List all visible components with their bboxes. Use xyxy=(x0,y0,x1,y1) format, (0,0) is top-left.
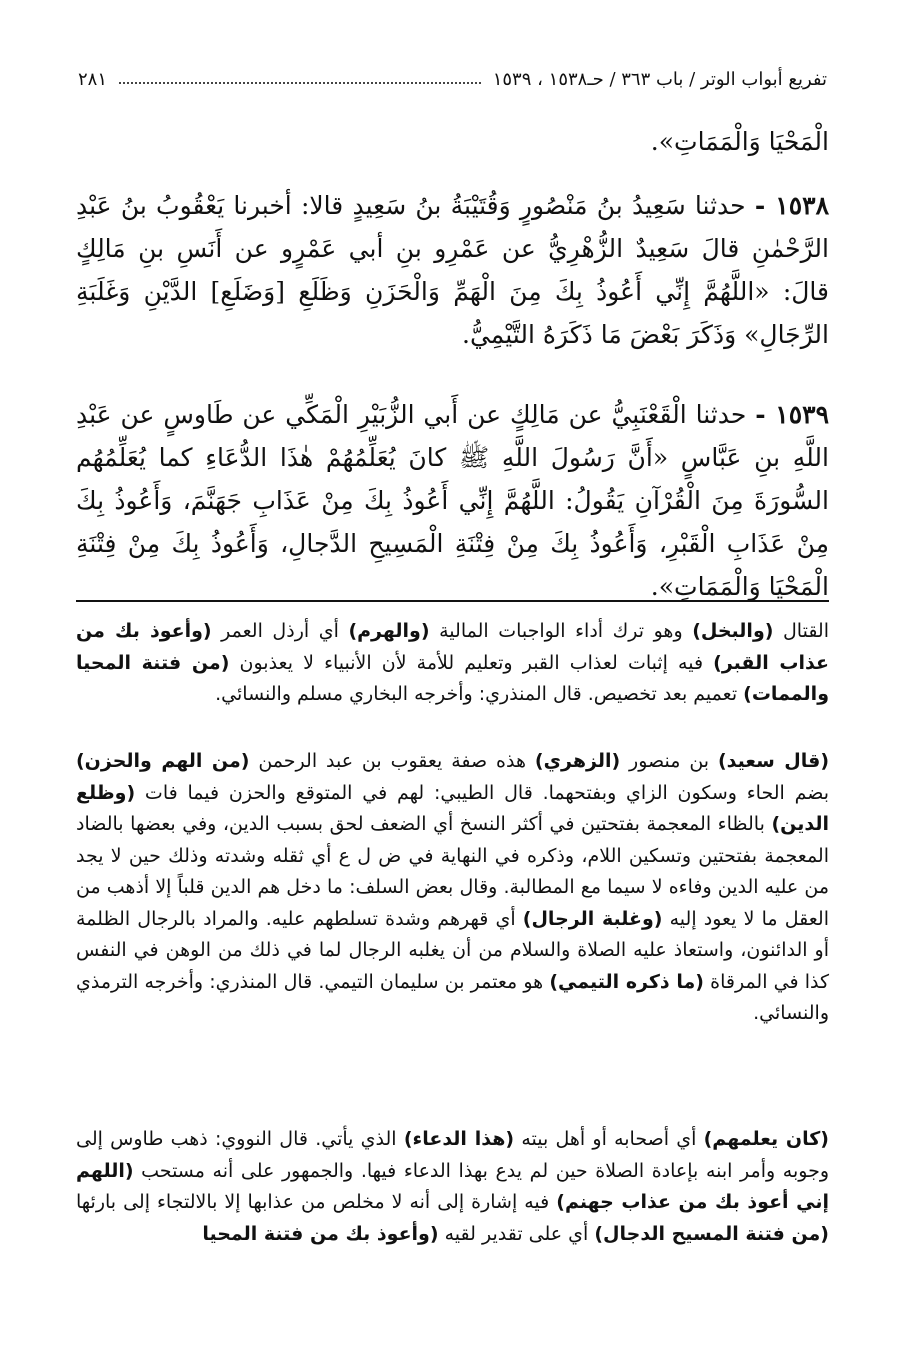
page-number: ٢٨١ xyxy=(78,68,108,90)
commentary-run: الذي يأتي. قال النووي: ذهب طاوس إلى وجوبه وأمر ابنه بإعادة الصلاة حين لم يدع بهذا الدعاء فيها. والجمهور على أنه مستحب xyxy=(76,1128,829,1182)
commentary-run: بضم الحاء وسكون الزاي وبفتحهما. قال الطيبي: لهم في المتوقع والحزن فيما فات xyxy=(135,781,829,804)
commentary-run: هو معتمر بن سليمان التيمي. قال المنذري: وأخرجه الترمذي والنسائي. xyxy=(76,970,829,1024)
hadith-tail-text: الْمَحْيَا وَالْمَمَاتِ». xyxy=(650,127,829,156)
hadith-continuation xyxy=(76,120,829,163)
footnote-divider xyxy=(76,600,829,602)
commentary-paragraph-3 xyxy=(76,1124,829,1250)
commentary-run: بن منصور xyxy=(620,750,718,772)
commentary-text xyxy=(76,616,829,711)
bold-quoted-term: (وأعوذ بك من عذاب القبر) xyxy=(76,620,829,674)
bold-quoted-term: (وغلبة الرجال) xyxy=(522,907,663,930)
commentary-text xyxy=(76,1124,829,1250)
hadith-number: ١٥٣٩ - xyxy=(755,400,829,429)
bold-quoted-term: (من الهم والحزن) xyxy=(76,750,250,772)
commentary-run: القتال xyxy=(773,620,830,642)
commentary-run: أي أرذل العمر xyxy=(211,620,349,642)
commentary-run: أي على تقدير لقيه xyxy=(438,1222,595,1245)
bold-quoted-term: (وظلع الدين) xyxy=(76,781,829,835)
hadith-number: ١٥٣٨ - xyxy=(754,191,829,220)
commentary-text xyxy=(76,746,829,1030)
commentary-run: وهو ترك أداء الواجبات المالية xyxy=(429,620,693,642)
bold-quoted-term: (والبخل) xyxy=(692,620,774,642)
bold-quoted-term: (كان يعلمهم) xyxy=(703,1128,829,1150)
bold-quoted-term: (ما ذكره التيمي) xyxy=(549,970,704,993)
commentary-paragraph-2 xyxy=(76,746,829,1030)
hadith-text: حدثنا سَعِيدُ بنُ مَنْصُورٍ وَقُتَيْبَةُ بنُ سَعِيدٍ قالا: أخبرنا يَعْقُوبُ بنُ عَبْدِ الرَّحْمٰنِ قالَ سَعِيدٌ الزُّهْرِيُّ عن عَمْرِو بنِ أبي عَمْرٍو عن أَنَسِ بنِ مَالِكٍ قالَ: «اللَّهُمَّ إِنِّي أَعُوذُ بِكَ مِنَ الْهَمِّ وَالْحَزَنِ وَظَلَعِ [وَضَلَعِ] الدَّيْنِ وَغَلَبَةِ الرِّجَالِ» وَذَكَرَ بَعْضَ مَا ذَكَرَهُ التَّيْمِيُّ. xyxy=(76,191,829,349)
hadith-1539 xyxy=(76,393,829,608)
commentary-run: أي أصحابه أو أهل بيته xyxy=(514,1128,704,1150)
bold-quoted-term: (قال سعيد) xyxy=(717,750,830,772)
bold-quoted-term: (اللهم إني أعوذ بك من عذاب جهنم) xyxy=(76,1159,830,1213)
hadith-text: حدثنا الْقَعْنَبِيُّ عن مَالِكٍ عن أَبي الزُّبَيْرِ الْمَكِّي عن طَاوسٍ عن عَبْدِ اللَّهِ بنِ عَبَّاسٍ «أَنَّ رَسُولَ اللَّهِ ﷺ كانَ يُعَلِّمُهُمْ هٰذَا الدُّعَاءِ كما يُعَلِّمُهُم السُّورَةَ مِنَ الْقُرْآنِ يَقُولُ: اللَّهُمَّ إِنِّي أَعُوذُ بِكَ مِنْ عَذَابِ جَهَنَّمَ، وَأَعُوذُ بِكَ مِنْ عَذَابِ الْقَبْرِ، وَأَعُوذُ بِكَ مِنْ فِتْنَةِ الْمَسِيحِ الدَّجالِ، وَأَعُوذُ بِكَ مِنْ فِتْنَةِ الْمَحْيَا وَالْمَمَاتِ». xyxy=(76,400,829,601)
commentary-run: هذه صفة يعقوب بن عبد الرحمن xyxy=(249,750,535,772)
bold-quoted-term: (الزهري) xyxy=(534,750,621,772)
running-title: تفريع أبواب الوتر / باب ٣٦٣ / حـ١٥٣٨ ، ١٥٣٩ xyxy=(492,68,827,90)
commentary-run: بالظاء المعجمة بفتحتين في أكثر النسخ أي الضعف لحق بسبب الدين، وفي بعضها بالضاد المعجمة بفتحتين وتسكين اللام، وذكره في النهاية في ض ل ع أي ثقله وشدته وذلك حين لا يجد من عليه الدين وفاءه لا سيما مع المطالبة. وقال بعض السلف: ما دخل هم الدين قلباً إلا أذهب من العقل ما لا يعود إليه xyxy=(76,813,829,930)
commentary-run: أي قهرهم وشدة تسلطهم عليه. والمراد بالرجال الظلمة أو الدائنون، واستعاذ عليه الصلاة والسلام من أن يغلبه الرجال لما في ذلك من الوهن في النفس كذا في المرقاة xyxy=(76,907,829,993)
commentary-run: تعميم بعد تخصيص. قال المنذري: وأخرجه البخاري مسلم والنسائي. xyxy=(215,683,744,705)
bold-quoted-term: (من فتنة المسيح الدجال) xyxy=(594,1222,829,1245)
commentary-run: فيه إثبات لعذاب القبر وتعليم للأمة لأن الأنبياء لا يعذبون xyxy=(229,651,714,674)
page-header xyxy=(78,62,827,96)
bold-quoted-term: (من فتنة المحيا والممات) xyxy=(76,651,829,705)
hadith-1538 xyxy=(76,184,829,356)
commentary-run: فيه إشارة إلى أنه لا مخلص من عذابها إلا بالالتجاء إلى بارئها xyxy=(76,1191,557,1213)
bold-quoted-term: (وأعوذ بك من فتنة المحيا xyxy=(202,1222,439,1245)
bold-quoted-term: (والهرم) xyxy=(348,620,430,642)
header-dots xyxy=(119,82,481,84)
bold-quoted-term: (هذا الدعاء) xyxy=(403,1128,515,1150)
commentary-paragraph-1 xyxy=(76,616,829,711)
